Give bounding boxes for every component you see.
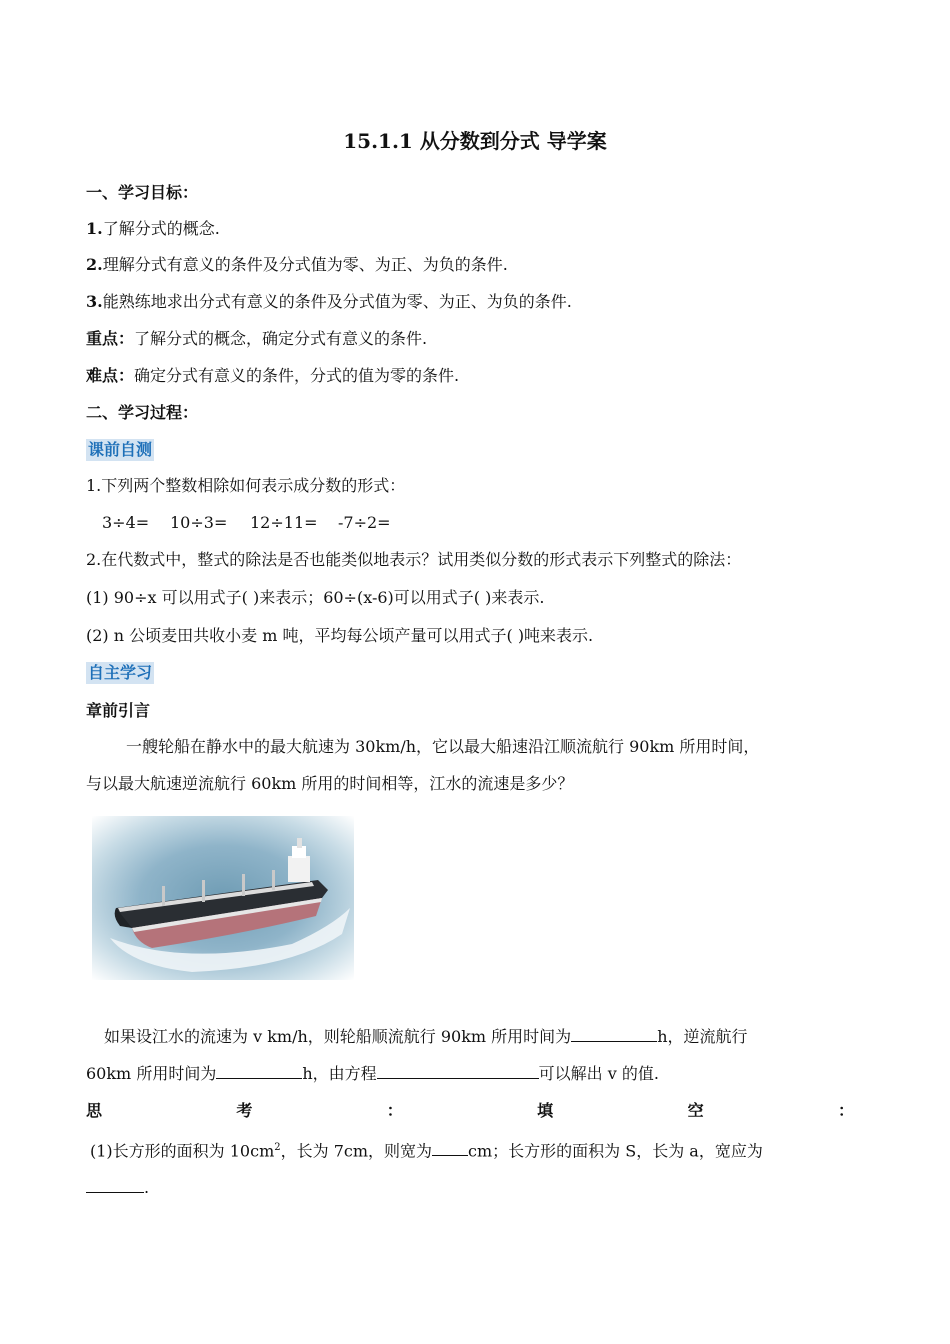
expression: 12÷11= (250, 513, 318, 532)
goal-text: 能熟练地求出分式有意义的条件及分式值为零、为正、为负的条件. (102, 292, 572, 311)
think-char: 考 (236, 1101, 253, 1120)
ship-illustration (92, 816, 354, 980)
expression: -7÷2= (338, 513, 391, 532)
goal-item-3 (86, 291, 572, 313)
superscript: 2 (274, 1142, 281, 1153)
fill-text: 如果设江水的流速为 v km/h，则轮船顺流航行 90km 所用时间为 (104, 1027, 572, 1046)
problem-text: cm；长方形的面积为 S，长为 a，宽应为 (468, 1141, 763, 1161)
expression: 10÷3= (170, 513, 228, 532)
goal-number: 3. (86, 292, 103, 311)
goal-number: 1. (86, 219, 103, 238)
expression: 3÷4= (102, 513, 150, 532)
cargo-ship-photo (92, 816, 354, 980)
answer-blank[interactable] (571, 1025, 657, 1042)
goal-number: 2. (86, 255, 103, 274)
problem-text: ，长为 7cm，则宽为 (280, 1141, 433, 1161)
goal-item-1 (86, 218, 220, 240)
question-2-part-2: (2) n 公顷麦田共收小麦 m 吨，平均每公顷产量可以用式子( )吨来表示. (86, 626, 594, 645)
key-point-text: 了解分式的概念，确定分式有意义的条件. (134, 329, 428, 348)
tag-self-study: 自主学习 (88, 663, 153, 682)
section-heading-goals: 一、学习目标： (86, 183, 199, 202)
problem-text: (1)长方形的面积为 10cm (90, 1141, 275, 1161)
goal-item-2 (86, 254, 508, 276)
goal-text: 了解分式的概念. (102, 219, 220, 238)
question-2-part-1: (1) 90÷x 可以用式子( )来表示；60÷(x-6)可以用式子( )来表示. (86, 588, 545, 607)
think-char: 空 (687, 1101, 704, 1120)
problem-text: . (144, 1178, 150, 1197)
think-char: 填 (537, 1101, 554, 1120)
answer-blank[interactable] (86, 1176, 144, 1193)
key-point (86, 328, 427, 350)
intro-paragraph-line-1: 一艘轮船在静水中的最大航速为 30km/h，它以最大船速沿江顺流航行 90km 所用时间， (126, 737, 760, 756)
tag-pre-test: 课前自测 (88, 440, 153, 459)
fill-text: h，由方程 (302, 1064, 377, 1083)
think-char: 思 (86, 1101, 103, 1120)
think-char: ： (386, 1101, 403, 1120)
fill-blank-line-1 (104, 1025, 748, 1048)
intro-heading: 章前引言 (86, 701, 151, 720)
difficult-point-text: 确定分式有意义的条件，分式的值为零的条件. (134, 366, 460, 385)
problem-1-line-1 (90, 1137, 763, 1162)
answer-blank[interactable] (216, 1062, 302, 1079)
difficult-point (86, 365, 459, 387)
section-heading-process: 二、学习过程： (86, 403, 199, 422)
intro-paragraph-line-2: 与以最大航速逆流航行 60km 所用的时间相等，江水的流速是多少？ (86, 774, 574, 793)
fill-text: 可以解出 v 的值. (538, 1064, 659, 1083)
goal-text: 理解分式有意义的条件及分式值为零、为正、为负的条件. (102, 255, 508, 274)
page-title: 15.1.1 从分数到分式 导学案 (343, 129, 607, 153)
answer-blank[interactable] (432, 1139, 468, 1156)
question-2: 2.在代数式中，整式的除法是否也能类似地表示？试用类似分数的形式表示下列整式的除法： (86, 550, 742, 569)
fill-text: h，逆流航行 (657, 1027, 748, 1046)
fill-text: 60km 所用时间为 (86, 1064, 217, 1083)
question-1: 1.下列两个整数相除如何表示成分数的形式： (86, 476, 406, 495)
fill-blank-line-2 (86, 1062, 659, 1085)
equation-blank[interactable] (377, 1062, 539, 1079)
think-fill-heading (86, 1100, 854, 1122)
difficult-point-label: 难点： (86, 366, 135, 385)
think-char: ： (837, 1101, 854, 1120)
problem-1-line-2 (86, 1176, 149, 1199)
division-expressions (102, 512, 391, 534)
key-point-label: 重点： (86, 329, 135, 348)
